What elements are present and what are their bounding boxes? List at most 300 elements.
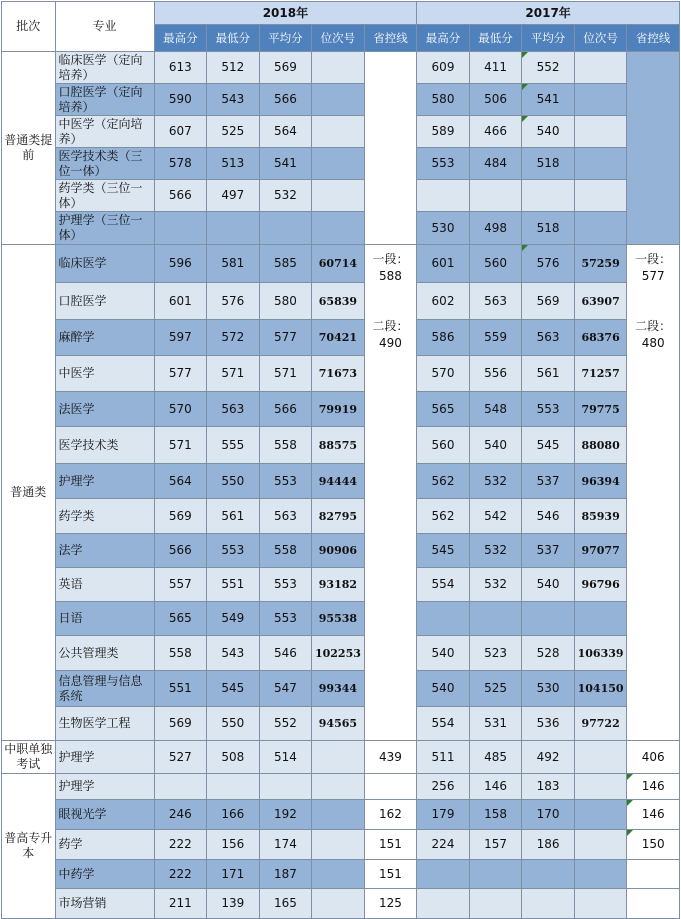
score-cell-2017: 536: [522, 707, 575, 741]
score-cell-2017: 540: [417, 636, 470, 671]
control-line-2017: [627, 245, 680, 741]
score-cell-2017: 530: [417, 212, 470, 245]
rank-cell-2017: 79775: [574, 392, 627, 427]
table-row: [2, 774, 680, 800]
rank-cell-2017: [574, 212, 627, 245]
rank-cell-2017: 106339: [574, 636, 627, 671]
score-cell-2018: [259, 212, 312, 245]
col-min-2017: 最低分: [469, 25, 522, 52]
score-cell-2018: 551: [154, 671, 207, 707]
score-cell-2017: 545: [417, 534, 470, 568]
rank-cell-2017: 68376: [574, 320, 627, 356]
rank-cell-2017: [574, 741, 627, 774]
score-cell-2018: [207, 774, 260, 800]
control-line-2018: [364, 774, 417, 800]
control-line-2018: 151: [364, 860, 417, 889]
major-cell: 市场营销: [55, 889, 154, 919]
rank-cell-2017: 71257: [574, 356, 627, 392]
major-cell: 医学技术类: [55, 427, 154, 464]
score-cell-2017: 523: [469, 636, 522, 671]
rank-cell-2018: 95538: [312, 602, 365, 636]
score-cell-2017: [522, 602, 575, 636]
rank-cell-2018: 70421: [312, 320, 365, 356]
score-cell-2017: 537: [522, 534, 575, 568]
score-cell-2018: 561: [207, 499, 260, 534]
rank-cell-2018: 94444: [312, 464, 365, 499]
major-cell: 英语: [55, 568, 154, 602]
table-row: [2, 499, 680, 534]
score-cell-2017: 570: [417, 356, 470, 392]
control-line-2017: 146: [627, 800, 680, 830]
score-cell-2018: 246: [154, 800, 207, 830]
rank-cell-2018: [312, 830, 365, 860]
score-cell-2018: 222: [154, 830, 207, 860]
score-cell-2017: 563: [469, 283, 522, 320]
score-cell-2018: 527: [154, 741, 207, 774]
rank-cell-2017: [574, 116, 627, 148]
rank-cell-2017: [574, 889, 627, 919]
major-cell: 口腔医学: [55, 283, 154, 320]
score-cell-2017: 562: [417, 499, 470, 534]
score-cell-2017: 569: [522, 283, 575, 320]
major-cell: 生物医学工程: [55, 707, 154, 741]
score-cell-2018: 563: [259, 499, 312, 534]
score-table-page: [0, 1, 681, 910]
score-cell-2017: 484: [469, 148, 522, 180]
table-row: [2, 180, 680, 212]
score-cell-2018: 585: [259, 245, 312, 283]
score-cell-2017: 540: [522, 116, 575, 148]
control-value-1: 577: [641, 269, 665, 283]
rank-cell-2018: 65839: [312, 283, 365, 320]
score-cell-2017: 580: [417, 84, 470, 116]
control-line-2018: 151: [364, 830, 417, 860]
major-cell: 信息管理与信息系统: [55, 671, 154, 707]
control-line-2017: [627, 860, 680, 889]
score-cell-2018: 550: [207, 707, 260, 741]
rank-cell-2017: [574, 800, 627, 830]
score-cell-2017: 589: [417, 116, 470, 148]
score-cell-2018: 171: [207, 860, 260, 889]
col-avg-2017: 平均分: [522, 25, 575, 52]
score-cell-2017: 553: [417, 148, 470, 180]
rank-cell-2018: 82795: [312, 499, 365, 534]
score-cell-2017: 560: [469, 245, 522, 283]
table-row: [2, 356, 680, 392]
control-label-2: 二段：: [372, 319, 409, 333]
table-row: [2, 800, 680, 830]
rank-cell-2017: 97722: [574, 707, 627, 741]
rank-cell-2017: 96394: [574, 464, 627, 499]
score-cell-2017: 518: [522, 212, 575, 245]
header-major: 专业: [55, 2, 154, 52]
rank-cell-2017: [574, 830, 627, 860]
score-cell-2018: 187: [259, 860, 312, 889]
score-cell-2017: 563: [522, 320, 575, 356]
table-row: [2, 534, 680, 568]
table-row: [2, 671, 680, 707]
rank-cell-2018: [312, 116, 365, 148]
score-cell-2017: 532: [469, 534, 522, 568]
score-cell-2017: [469, 860, 522, 889]
score-cell-2018: 514: [259, 741, 312, 774]
rank-cell-2018: [312, 180, 365, 212]
score-cell-2018: [154, 212, 207, 245]
score-cell-2017: 158: [469, 800, 522, 830]
control-line-2018: 162: [364, 800, 417, 830]
major-cell: 药学类: [55, 499, 154, 534]
score-cell-2018: 596: [154, 245, 207, 283]
score-cell-2017: 560: [417, 427, 470, 464]
score-cell-2017: 553: [522, 392, 575, 427]
major-cell: 中药学: [55, 860, 154, 889]
major-cell: 日语: [55, 602, 154, 636]
score-cell-2017: 565: [417, 392, 470, 427]
score-cell-2017: 170: [522, 800, 575, 830]
score-cell-2018: 564: [154, 464, 207, 499]
major-cell: 护理学: [55, 774, 154, 800]
score-cell-2017: 179: [417, 800, 470, 830]
score-cell-2018: 139: [207, 889, 260, 919]
score-cell-2018: 601: [154, 283, 207, 320]
score-cell-2017: 537: [522, 464, 575, 499]
score-cell-2017: 540: [469, 427, 522, 464]
score-cell-2017: [522, 889, 575, 919]
score-cell-2018: 541: [259, 148, 312, 180]
control-line-2018: [364, 52, 417, 245]
major-cell: 法医学: [55, 392, 154, 427]
table-row: [2, 212, 680, 245]
batch-cell: 普通类提前: [2, 52, 56, 245]
col-max-2018: 最高分: [154, 25, 207, 52]
control-label-1: 一段：: [372, 252, 409, 266]
score-cell-2017: 540: [417, 671, 470, 707]
major-cell: 麻醉学: [55, 320, 154, 356]
score-cell-2017: [417, 180, 470, 212]
score-cell-2018: 566: [259, 392, 312, 427]
rank-cell-2017: 57259: [574, 245, 627, 283]
score-cell-2017: 609: [417, 52, 470, 84]
score-cell-2017: 183: [522, 774, 575, 800]
score-cell-2017: [417, 602, 470, 636]
major-cell: 口腔医学（定向培养）: [55, 84, 154, 116]
score-cell-2018: 558: [259, 534, 312, 568]
score-cell-2017: 224: [417, 830, 470, 860]
score-cell-2018: 566: [154, 180, 207, 212]
table-row: [2, 602, 680, 636]
score-cell-2018: 557: [154, 568, 207, 602]
control-value-2: 490: [379, 336, 402, 350]
score-cell-2018: 572: [207, 320, 260, 356]
score-cell-2018: 578: [154, 148, 207, 180]
col-control-2017: 省控线: [627, 25, 680, 52]
rank-cell-2018: 60714: [312, 245, 365, 283]
rank-cell-2017: [574, 84, 627, 116]
score-cell-2018: 590: [154, 84, 207, 116]
rank-cell-2017: [574, 860, 627, 889]
score-cell-2018: 553: [259, 602, 312, 636]
rank-cell-2018: [312, 212, 365, 245]
score-cell-2017: 256: [417, 774, 470, 800]
score-cell-2018: 508: [207, 741, 260, 774]
score-cell-2018: 549: [207, 602, 260, 636]
major-cell: 中医学（定向培养）: [55, 116, 154, 148]
score-cell-2017: [417, 860, 470, 889]
rank-cell-2017: 104150: [574, 671, 627, 707]
score-cell-2018: 532: [259, 180, 312, 212]
score-cell-2017: [469, 602, 522, 636]
header-year-2018: 2018年: [154, 2, 417, 25]
control-label-1: 一段：: [635, 252, 672, 266]
rank-cell-2018: 71673: [312, 356, 365, 392]
score-cell-2018: 563: [207, 392, 260, 427]
table-row: [2, 283, 680, 320]
score-cell-2018: [154, 774, 207, 800]
score-cell-2018: 553: [259, 464, 312, 499]
score-cell-2018: [207, 212, 260, 245]
major-cell: 药学: [55, 830, 154, 860]
score-cell-2017: 525: [469, 671, 522, 707]
major-cell: 中医学: [55, 356, 154, 392]
rank-cell-2017: [574, 148, 627, 180]
major-cell: 药学类（三位一体）: [55, 180, 154, 212]
control-line-2017: 150: [627, 830, 680, 860]
score-cell-2017: [469, 180, 522, 212]
rank-cell-2018: 102253: [312, 636, 365, 671]
score-cell-2017: [469, 889, 522, 919]
score-cell-2018: 576: [207, 283, 260, 320]
rank-cell-2018: [312, 800, 365, 830]
score-cell-2018: 512: [207, 52, 260, 84]
control-line-2017: [627, 52, 680, 245]
score-cell-2018: 558: [154, 636, 207, 671]
rank-cell-2018: [312, 860, 365, 889]
score-cell-2018: 156: [207, 830, 260, 860]
score-cell-2018: 555: [207, 427, 260, 464]
table-row: [2, 245, 680, 283]
score-cell-2018: 165: [259, 889, 312, 919]
batch-cell: 普高专升本: [2, 774, 56, 919]
control-label-2: 二段：: [635, 319, 672, 333]
score-cell-2018: 566: [259, 84, 312, 116]
major-cell: 护理学: [55, 464, 154, 499]
rank-cell-2018: 94565: [312, 707, 365, 741]
score-cell-2017: 545: [522, 427, 575, 464]
score-cell-2018: 547: [259, 671, 312, 707]
score-cell-2018: [259, 774, 312, 800]
control-value-2: 480: [641, 336, 665, 350]
score-cell-2018: 564: [259, 116, 312, 148]
rank-cell-2017: 85939: [574, 499, 627, 534]
major-cell: 临床医学（定向培养）: [55, 52, 154, 84]
score-cell-2017: 542: [469, 499, 522, 534]
rank-cell-2018: [312, 774, 365, 800]
score-cell-2018: 497: [207, 180, 260, 212]
score-cell-2018: 546: [259, 636, 312, 671]
table-row: [2, 860, 680, 889]
score-cell-2018: 222: [154, 860, 207, 889]
table-row: [2, 427, 680, 464]
table-row: [2, 464, 680, 499]
score-cell-2018: 566: [154, 534, 207, 568]
score-cell-2018: 577: [259, 320, 312, 356]
score-cell-2017: 531: [469, 707, 522, 741]
table-row: [2, 889, 680, 919]
score-cell-2017: 562: [417, 464, 470, 499]
score-cell-2017: 530: [522, 671, 575, 707]
table-row: [2, 52, 680, 84]
score-cell-2017: 541: [522, 84, 575, 116]
score-cell-2017: 552: [522, 52, 575, 84]
control-line-2018: 125: [364, 889, 417, 919]
rank-cell-2017: 96796: [574, 568, 627, 602]
col-rank-2017: 位次号: [574, 25, 627, 52]
score-cell-2017: 492: [522, 741, 575, 774]
score-cell-2018: 581: [207, 245, 260, 283]
header-batch: 批次: [2, 2, 56, 52]
score-cell-2017: 157: [469, 830, 522, 860]
score-cell-2018: 545: [207, 671, 260, 707]
score-cell-2017: 511: [417, 741, 470, 774]
batch-cell: 普通类: [2, 245, 56, 741]
score-cell-2017: 561: [522, 356, 575, 392]
score-cell-2018: 613: [154, 52, 207, 84]
score-cell-2018: 569: [259, 52, 312, 84]
col-rank-2018: 位次号: [312, 25, 365, 52]
rank-cell-2017: [574, 602, 627, 636]
col-avg-2018: 平均分: [259, 25, 312, 52]
major-cell: 眼视光学: [55, 800, 154, 830]
score-cell-2018: 558: [259, 427, 312, 464]
score-cell-2017: 601: [417, 245, 470, 283]
score-cell-2017: 466: [469, 116, 522, 148]
score-cell-2017: 532: [469, 464, 522, 499]
table-row: [2, 320, 680, 356]
score-cell-2018: 607: [154, 116, 207, 148]
control-line-2018: [364, 245, 417, 741]
col-max-2017: 最高分: [417, 25, 470, 52]
score-cell-2018: 513: [207, 148, 260, 180]
score-cell-2018: 166: [207, 800, 260, 830]
score-cell-2017: 602: [417, 283, 470, 320]
score-cell-2018: 570: [154, 392, 207, 427]
score-cell-2017: 546: [522, 499, 575, 534]
major-cell: 护理学: [55, 741, 154, 774]
rank-cell-2017: 63907: [574, 283, 627, 320]
score-cell-2018: 551: [207, 568, 260, 602]
table-row: [2, 568, 680, 602]
score-cell-2017: 556: [469, 356, 522, 392]
control-line-2017: 146: [627, 774, 680, 800]
rank-cell-2018: [312, 148, 365, 180]
table-row: [2, 392, 680, 427]
score-cell-2018: 571: [207, 356, 260, 392]
score-cell-2017: 146: [469, 774, 522, 800]
score-cell-2018: 174: [259, 830, 312, 860]
major-cell: 法学: [55, 534, 154, 568]
score-cell-2017: 528: [522, 636, 575, 671]
control-line-2017: 406: [627, 741, 680, 774]
score-cell-2017: 485: [469, 741, 522, 774]
score-cell-2017: 518: [522, 148, 575, 180]
score-cell-2018: 580: [259, 283, 312, 320]
score-cell-2018: 553: [259, 568, 312, 602]
major-cell: 医学技术类（三位一体）: [55, 148, 154, 180]
rank-cell-2018: 79919: [312, 392, 365, 427]
score-cell-2017: 554: [417, 707, 470, 741]
rank-cell-2017: [574, 52, 627, 84]
score-cell-2018: 577: [154, 356, 207, 392]
score-cell-2017: 498: [469, 212, 522, 245]
major-cell: 公共管理类: [55, 636, 154, 671]
rank-cell-2017: 97077: [574, 534, 627, 568]
batch-cell: 中职单独考试: [2, 741, 56, 774]
score-cell-2017: 540: [522, 568, 575, 602]
rank-cell-2018: [312, 84, 365, 116]
table-row: [2, 741, 680, 774]
score-cell-2017: 559: [469, 320, 522, 356]
score-cell-2018: 571: [259, 356, 312, 392]
table-row: [2, 116, 680, 148]
rank-cell-2017: 88080: [574, 427, 627, 464]
col-control-2018: 省控线: [364, 25, 417, 52]
table-row: [2, 707, 680, 741]
score-cell-2018: 550: [207, 464, 260, 499]
score-cell-2017: [417, 889, 470, 919]
header-year-2017: 2017年: [417, 2, 680, 25]
score-cell-2017: 548: [469, 392, 522, 427]
score-cell-2018: 553: [207, 534, 260, 568]
score-cell-2018: 543: [207, 84, 260, 116]
score-cell-2018: 525: [207, 116, 260, 148]
score-cell-2018: 552: [259, 707, 312, 741]
rank-cell-2018: [312, 889, 365, 919]
rank-cell-2018: [312, 52, 365, 84]
score-cell-2018: 569: [154, 499, 207, 534]
score-cell-2017: 411: [469, 52, 522, 84]
rank-cell-2018: 93182: [312, 568, 365, 602]
rank-cell-2018: 99344: [312, 671, 365, 707]
control-line-2017: [627, 889, 680, 919]
score-cell-2018: 571: [154, 427, 207, 464]
major-cell: 护理学（三位一体）: [55, 212, 154, 245]
score-cell-2017: 532: [469, 568, 522, 602]
rank-cell-2017: [574, 774, 627, 800]
score-cell-2017: 554: [417, 568, 470, 602]
control-value-1: 588: [379, 269, 402, 283]
table-row: [2, 148, 680, 180]
score-cell-2017: 586: [417, 320, 470, 356]
control-line-2018: 439: [364, 741, 417, 774]
col-min-2018: 最低分: [207, 25, 260, 52]
score-cell-2018: 569: [154, 707, 207, 741]
table-row: [2, 636, 680, 671]
score-cell-2017: [522, 860, 575, 889]
score-cell-2017: [522, 180, 575, 212]
score-cell-2018: 192: [259, 800, 312, 830]
rank-cell-2017: [574, 180, 627, 212]
score-cell-2018: 597: [154, 320, 207, 356]
major-cell: 临床医学: [55, 245, 154, 283]
table-row: [2, 84, 680, 116]
rank-cell-2018: 90906: [312, 534, 365, 568]
rank-cell-2018: 88575: [312, 427, 365, 464]
admission-score-table: [1, 1, 680, 919]
score-cell-2017: 576: [522, 245, 575, 283]
rank-cell-2018: [312, 741, 365, 774]
score-cell-2017: 506: [469, 84, 522, 116]
score-cell-2017: 186: [522, 830, 575, 860]
